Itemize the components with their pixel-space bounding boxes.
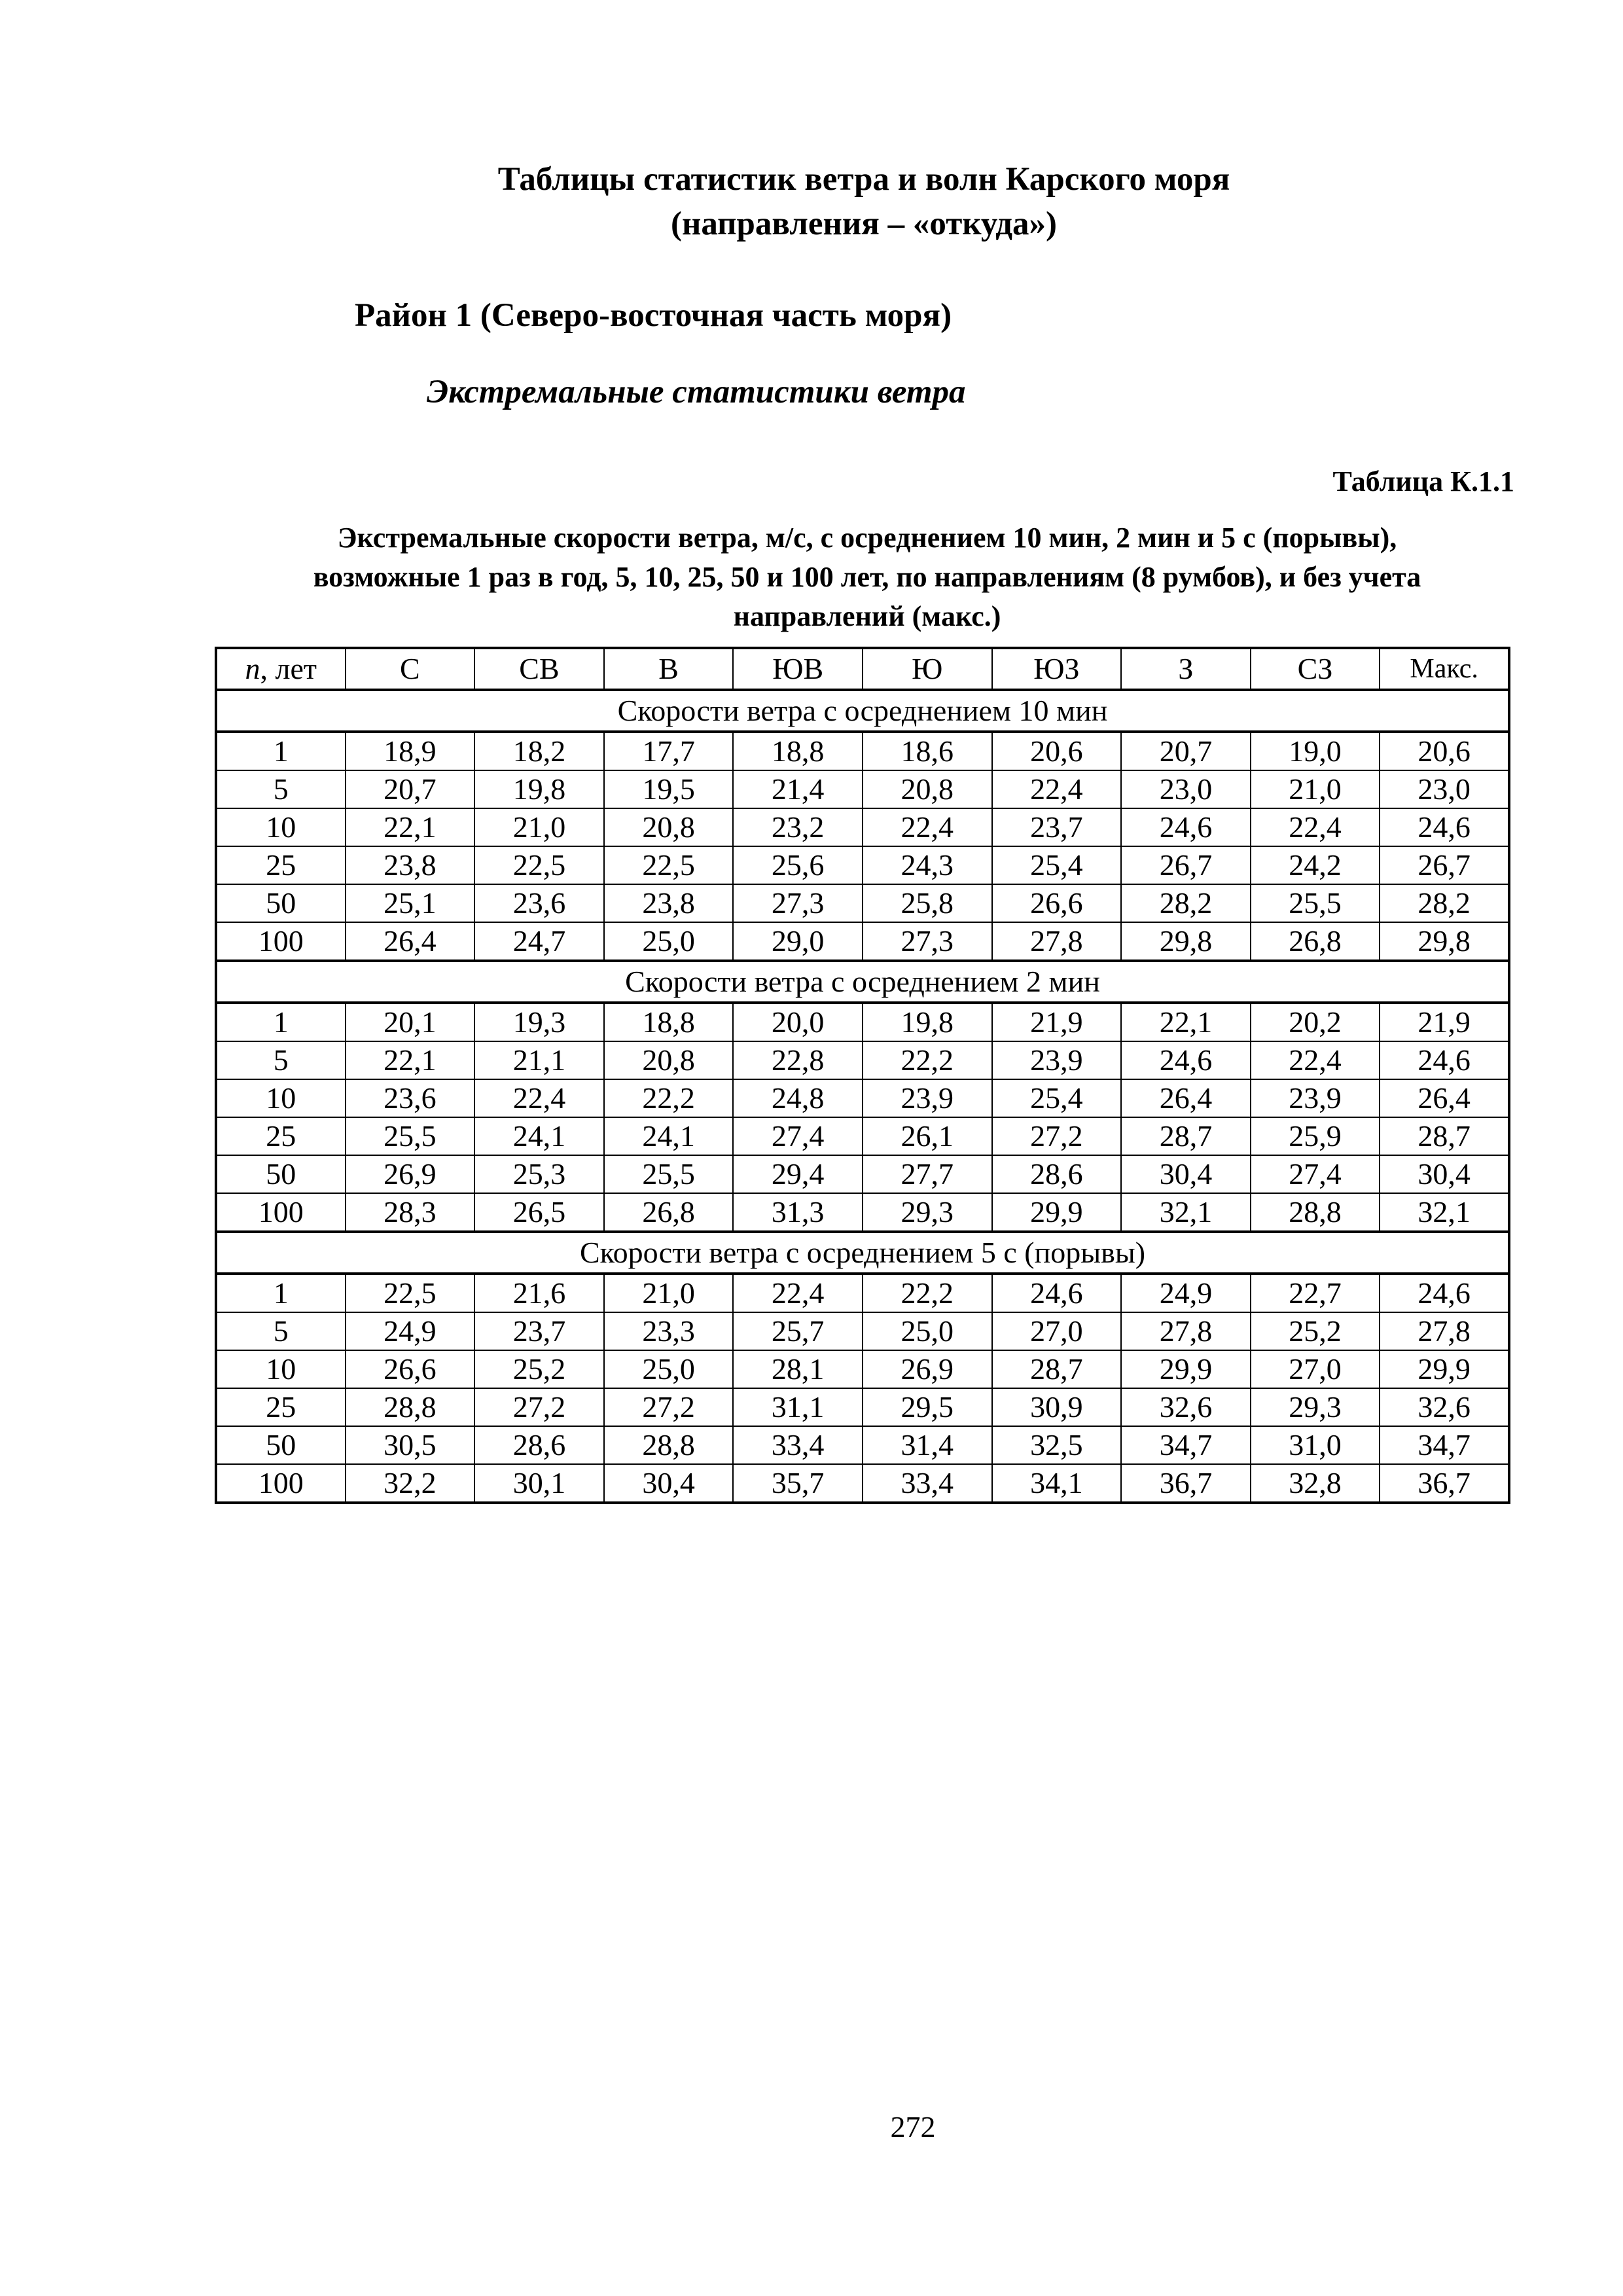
wind-speed-cell: 27,3 <box>733 884 863 922</box>
max-value-cell: 20,6 <box>1380 732 1509 770</box>
return-period-cell: 1 <box>216 1003 346 1041</box>
return-period-cell: 5 <box>216 1312 346 1350</box>
wind-speed-cell: 22,5 <box>474 846 604 884</box>
wind-speed-cell: 28,8 <box>346 1388 475 1426</box>
return-period-cell: 50 <box>216 1426 346 1464</box>
wind-speed-cell: 20,0 <box>733 1003 863 1041</box>
wind-speed-cell: 25,2 <box>1251 1312 1380 1350</box>
page-title-subline: (направления – «откуда») <box>670 206 1058 242</box>
wind-speed-cell: 24,6 <box>992 1274 1122 1312</box>
max-value-cell: 29,8 <box>1380 922 1509 961</box>
wind-speed-cell: 24,3 <box>863 846 992 884</box>
district-heading: Район 1 (Северо-восточная часть моря) <box>355 297 952 334</box>
table-row <box>216 732 1509 770</box>
wind-speed-cell: 26,7 <box>1121 846 1251 884</box>
wind-speed-cell: 23,9 <box>1251 1079 1380 1117</box>
max-value-cell: 21,9 <box>1380 1003 1509 1041</box>
wind-speed-cell: 30,9 <box>992 1388 1122 1426</box>
wind-speed-cell: 28,2 <box>1121 884 1251 922</box>
wind-speed-cell: 23,9 <box>992 1041 1122 1079</box>
wind-speed-cell: 18,9 <box>346 732 475 770</box>
header-direction: С <box>346 648 475 690</box>
table-section-row <box>216 961 1509 1003</box>
table-caption-line: Экстремальные скорости ветра, м/с, с осреднением 10 мин, 2 мин и 5 с (порывы), <box>337 522 1397 554</box>
wind-speed-cell: 22,2 <box>604 1079 734 1117</box>
wind-speed-cell: 27,2 <box>992 1117 1122 1155</box>
table-caption-line: направлений (макс.) <box>733 600 1001 632</box>
table-caption <box>216 518 1518 636</box>
wind-speed-cell: 20,7 <box>346 770 475 808</box>
wind-speed-cell: 26,6 <box>992 884 1122 922</box>
wind-speed-cell: 23,8 <box>346 846 475 884</box>
wind-speed-cell: 24,8 <box>733 1079 863 1117</box>
wind-speed-cell: 22,4 <box>863 808 992 846</box>
wind-speed-cell: 21,0 <box>604 1274 734 1312</box>
return-period-cell: 1 <box>216 732 346 770</box>
wind-speed-cell: 25,5 <box>1251 884 1380 922</box>
wind-speed-cell: 33,4 <box>733 1426 863 1464</box>
wind-speed-cell: 26,9 <box>863 1350 992 1388</box>
max-value-cell: 29,9 <box>1380 1350 1509 1388</box>
wind-speed-cell: 30,4 <box>1121 1155 1251 1193</box>
header-direction: З <box>1121 648 1251 690</box>
wind-speed-cell: 29,5 <box>863 1388 992 1426</box>
wind-speed-cell: 25,9 <box>1251 1117 1380 1155</box>
section-title: Скорости ветра с осреднением 2 мин <box>216 961 1509 1003</box>
wind-speed-cell: 23,6 <box>346 1079 475 1117</box>
table-row <box>216 1312 1509 1350</box>
return-period-cell: 50 <box>216 1155 346 1193</box>
section-title: Скорости ветра с осреднением 5 с (порывы) <box>216 1232 1509 1274</box>
wind-speed-cell: 23,3 <box>604 1312 734 1350</box>
wind-speed-cell: 23,7 <box>474 1312 604 1350</box>
max-value-cell: 23,0 <box>1380 770 1509 808</box>
table-header-row <box>216 648 1509 690</box>
wind-speed-cell: 19,8 <box>474 770 604 808</box>
wind-speed-cell: 26,5 <box>474 1193 604 1232</box>
wind-speed-cell: 28,1 <box>733 1350 863 1388</box>
wind-speed-table <box>215 647 1510 1504</box>
wind-speed-cell: 25,4 <box>992 1079 1122 1117</box>
wind-speed-cell: 27,4 <box>1251 1155 1380 1193</box>
wind-speed-cell: 21,0 <box>1251 770 1380 808</box>
return-period-cell: 25 <box>216 846 346 884</box>
max-value-cell: 32,6 <box>1380 1388 1509 1426</box>
wind-speed-cell: 26,4 <box>346 922 475 961</box>
wind-speed-cell: 22,4 <box>992 770 1122 808</box>
wind-speed-cell: 27,7 <box>863 1155 992 1193</box>
wind-speed-cell: 26,4 <box>1121 1079 1251 1117</box>
return-period-cell: 100 <box>216 922 346 961</box>
wind-speed-cell: 23,6 <box>474 884 604 922</box>
return-period-cell: 25 <box>216 1117 346 1155</box>
wind-speed-cell: 19,0 <box>1251 732 1380 770</box>
wind-speed-cell: 31,1 <box>733 1388 863 1426</box>
wind-speed-cell: 25,3 <box>474 1155 604 1193</box>
wind-speed-cell: 18,8 <box>604 1003 734 1041</box>
return-period-cell: 10 <box>216 1350 346 1388</box>
wind-speed-cell: 22,4 <box>474 1079 604 1117</box>
wind-speed-cell: 22,7 <box>1251 1274 1380 1312</box>
wind-speed-cell: 24,9 <box>346 1312 475 1350</box>
table-row <box>216 922 1509 961</box>
wind-speed-cell: 22,5 <box>346 1274 475 1312</box>
table-row <box>216 808 1509 846</box>
wind-speed-cell: 28,6 <box>474 1426 604 1464</box>
table-row <box>216 1117 1509 1155</box>
wind-speed-cell: 28,8 <box>1251 1193 1380 1232</box>
wind-speed-cell: 24,2 <box>1251 846 1380 884</box>
table-row <box>216 846 1509 884</box>
wind-speed-cell: 29,4 <box>733 1155 863 1193</box>
return-period-cell: 100 <box>216 1193 346 1232</box>
wind-speed-cell: 22,2 <box>863 1274 992 1312</box>
return-period-cell: 5 <box>216 1041 346 1079</box>
wind-speed-cell: 20,8 <box>863 770 992 808</box>
wind-speed-cell: 22,1 <box>346 1041 475 1079</box>
table-row <box>216 1388 1509 1426</box>
wind-speed-cell: 26,9 <box>346 1155 475 1193</box>
wind-speed-cell: 29,0 <box>733 922 863 961</box>
wind-speed-cell: 18,8 <box>733 732 863 770</box>
table-row <box>216 1274 1509 1312</box>
wind-speed-cell: 20,8 <box>604 808 734 846</box>
wind-speed-cell: 18,2 <box>474 732 604 770</box>
wind-speed-cell: 31,0 <box>1251 1426 1380 1464</box>
return-period-cell: 25 <box>216 1388 346 1426</box>
section-subtitle: Экстремальные статистики ветра <box>427 374 966 410</box>
wind-speed-cell: 22,4 <box>1251 808 1380 846</box>
table-row <box>216 1193 1509 1232</box>
wind-speed-cell: 25,0 <box>604 922 734 961</box>
max-value-cell: 24,6 <box>1380 1041 1509 1079</box>
wind-speed-cell: 28,7 <box>1121 1117 1251 1155</box>
section-title: Скорости ветра с осреднением 10 мин <box>216 690 1509 732</box>
wind-speed-cell: 27,3 <box>863 922 992 961</box>
wind-speed-cell: 22,1 <box>346 808 475 846</box>
return-period-cell: 5 <box>216 770 346 808</box>
wind-speed-cell: 24,7 <box>474 922 604 961</box>
wind-speed-cell: 21,4 <box>733 770 863 808</box>
wind-speed-cell: 20,1 <box>346 1003 475 1041</box>
page-title: Таблицы статистик ветра и волн Карского моря <box>497 161 1230 198</box>
wind-speed-cell: 26,8 <box>1251 922 1380 961</box>
table-row <box>216 1079 1509 1117</box>
return-period-cell: 10 <box>216 1079 346 1117</box>
wind-speed-cell: 31,3 <box>733 1193 863 1232</box>
wind-speed-cell: 36,7 <box>1121 1464 1251 1503</box>
wind-speed-cell: 29,8 <box>1121 922 1251 961</box>
wind-speed-cell: 27,2 <box>474 1388 604 1426</box>
wind-speed-cell: 25,6 <box>733 846 863 884</box>
max-value-cell: 24,6 <box>1380 808 1509 846</box>
header-return-period <box>216 648 346 690</box>
wind-speed-cell: 21,9 <box>992 1003 1122 1041</box>
wind-speed-cell: 27,2 <box>604 1388 734 1426</box>
wind-speed-cell: 22,8 <box>733 1041 863 1079</box>
wind-speed-cell: 34,7 <box>1121 1426 1251 1464</box>
max-value-cell: 26,4 <box>1380 1079 1509 1117</box>
wind-speed-cell: 21,0 <box>474 808 604 846</box>
header-n-symbol: n <box>245 652 260 685</box>
wind-speed-cell: 34,1 <box>992 1464 1122 1503</box>
wind-speed-cell: 24,6 <box>1121 1041 1251 1079</box>
return-period-cell: 10 <box>216 808 346 846</box>
wind-speed-cell: 28,3 <box>346 1193 475 1232</box>
wind-speed-cell: 24,9 <box>1121 1274 1251 1312</box>
table-section-row <box>216 1232 1509 1274</box>
wind-speed-cell: 31,4 <box>863 1426 992 1464</box>
wind-speed-cell: 28,6 <box>992 1155 1122 1193</box>
wind-speed-cell: 24,1 <box>474 1117 604 1155</box>
header-direction: СВ <box>474 648 604 690</box>
header-direction: ЮЗ <box>992 648 1122 690</box>
wind-speed-cell: 21,1 <box>474 1041 604 1079</box>
table-row <box>216 1426 1509 1464</box>
wind-speed-cell: 19,3 <box>474 1003 604 1041</box>
wind-speed-cell: 25,2 <box>474 1350 604 1388</box>
wind-speed-cell: 22,1 <box>1121 1003 1251 1041</box>
max-value-cell: 24,6 <box>1380 1274 1509 1312</box>
table-row <box>216 1041 1509 1079</box>
table-number: Таблица К.1.1 <box>1332 465 1514 497</box>
page-number: 272 <box>890 2110 936 2144</box>
wind-speed-cell: 24,6 <box>1121 808 1251 846</box>
wind-speed-cell: 27,8 <box>992 922 1122 961</box>
wind-speed-cell: 23,0 <box>1121 770 1251 808</box>
max-value-cell: 30,4 <box>1380 1155 1509 1193</box>
header-direction: Ю <box>863 648 992 690</box>
wind-speed-cell: 24,1 <box>604 1117 734 1155</box>
table-section-row <box>216 690 1509 732</box>
table-row <box>216 1155 1509 1193</box>
wind-speed-cell: 23,7 <box>992 808 1122 846</box>
max-value-cell: 27,8 <box>1380 1312 1509 1350</box>
wind-speed-cell: 22,4 <box>733 1274 863 1312</box>
wind-speed-cell: 32,2 <box>346 1464 475 1503</box>
wind-speed-cell: 19,8 <box>863 1003 992 1041</box>
return-period-cell: 1 <box>216 1274 346 1312</box>
return-period-cell: 50 <box>216 884 346 922</box>
max-value-cell: 32,1 <box>1380 1193 1509 1232</box>
wind-speed-cell: 22,4 <box>1251 1041 1380 1079</box>
wind-speed-cell: 25,1 <box>346 884 475 922</box>
wind-speed-cell: 26,8 <box>604 1193 734 1232</box>
max-value-cell: 26,7 <box>1380 846 1509 884</box>
table-row <box>216 884 1509 922</box>
header-direction: ЮВ <box>733 648 863 690</box>
header-direction: В <box>604 648 734 690</box>
max-value-cell: 28,7 <box>1380 1117 1509 1155</box>
table-row <box>216 1464 1509 1503</box>
wind-speed-cell: 25,5 <box>604 1155 734 1193</box>
wind-speed-cell: 17,7 <box>604 732 734 770</box>
wind-speed-cell: 27,4 <box>733 1117 863 1155</box>
wind-speed-cell: 27,0 <box>992 1312 1122 1350</box>
wind-speed-cell: 20,8 <box>604 1041 734 1079</box>
wind-speed-cell: 33,4 <box>863 1464 992 1503</box>
header-direction: СЗ <box>1251 648 1380 690</box>
max-value-cell: 28,2 <box>1380 884 1509 922</box>
wind-speed-cell: 25,0 <box>604 1350 734 1388</box>
wind-speed-cell: 23,2 <box>733 808 863 846</box>
header-n-unit: , лет <box>260 652 317 685</box>
wind-speed-cell: 30,4 <box>604 1464 734 1503</box>
wind-speed-cell: 21,6 <box>474 1274 604 1312</box>
wind-speed-cell: 32,5 <box>992 1426 1122 1464</box>
wind-speed-cell: 25,0 <box>863 1312 992 1350</box>
table-row <box>216 1003 1509 1041</box>
return-period-cell: 100 <box>216 1464 346 1503</box>
wind-speed-cell: 19,5 <box>604 770 734 808</box>
wind-speed-cell: 29,9 <box>1121 1350 1251 1388</box>
table-row <box>216 770 1509 808</box>
wind-speed-cell: 23,8 <box>604 884 734 922</box>
wind-speed-cell: 27,8 <box>1121 1312 1251 1350</box>
wind-speed-cell: 23,9 <box>863 1079 992 1117</box>
wind-speed-cell: 28,8 <box>604 1426 734 1464</box>
wind-speed-cell: 20,2 <box>1251 1003 1380 1041</box>
wind-speed-cell: 25,7 <box>733 1312 863 1350</box>
wind-speed-cell: 32,6 <box>1121 1388 1251 1426</box>
wind-speed-cell: 22,5 <box>604 846 734 884</box>
table-caption-line: возможные 1 раз в год, 5, 10, 25, 50 и 100 лет, по направлениям (8 румбов), и без учета <box>313 561 1421 593</box>
wind-speed-cell: 28,7 <box>992 1350 1122 1388</box>
wind-speed-cell: 35,7 <box>733 1464 863 1503</box>
table-row <box>216 1350 1509 1388</box>
header-max: Макс. <box>1380 648 1509 690</box>
wind-speed-cell: 25,8 <box>863 884 992 922</box>
max-value-cell: 34,7 <box>1380 1426 1509 1464</box>
wind-speed-cell: 18,6 <box>863 732 992 770</box>
max-value-cell: 36,7 <box>1380 1464 1509 1503</box>
wind-speed-cell: 29,3 <box>1251 1388 1380 1426</box>
wind-speed-cell: 30,1 <box>474 1464 604 1503</box>
wind-speed-cell: 29,3 <box>863 1193 992 1232</box>
wind-speed-cell: 27,0 <box>1251 1350 1380 1388</box>
wind-speed-cell: 20,7 <box>1121 732 1251 770</box>
wind-speed-cell: 29,9 <box>992 1193 1122 1232</box>
wind-speed-cell: 26,6 <box>346 1350 475 1388</box>
wind-speed-cell: 25,5 <box>346 1117 475 1155</box>
wind-speed-cell: 32,8 <box>1251 1464 1380 1503</box>
wind-speed-cell: 30,5 <box>346 1426 475 1464</box>
wind-speed-cell: 26,1 <box>863 1117 992 1155</box>
wind-speed-cell: 25,4 <box>992 846 1122 884</box>
wind-speed-cell: 20,6 <box>992 732 1122 770</box>
wind-speed-cell: 32,1 <box>1121 1193 1251 1232</box>
wind-speed-cell: 22,2 <box>863 1041 992 1079</box>
